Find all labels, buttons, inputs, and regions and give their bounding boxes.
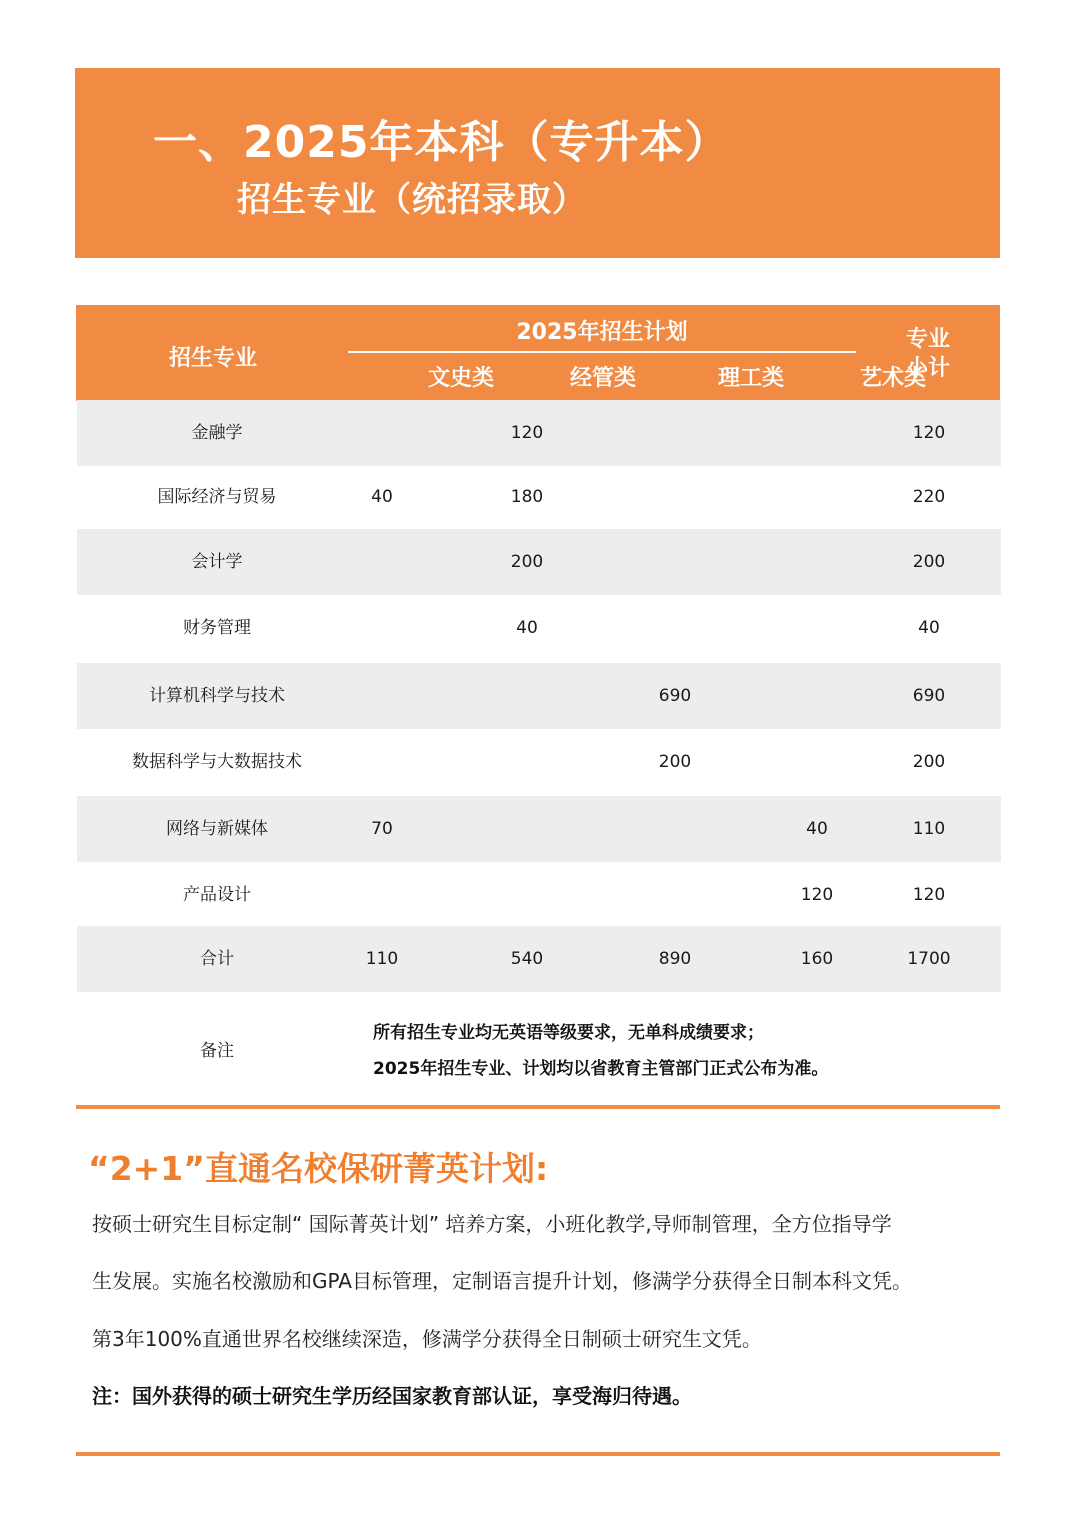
note-label: 备注 xyxy=(200,1041,234,1061)
row-jingguan: 120 xyxy=(510,423,544,443)
row-yishu: 160 xyxy=(800,949,834,969)
row-jingguan xyxy=(467,796,587,862)
row-wenshi xyxy=(322,729,442,795)
table-row xyxy=(77,663,1001,729)
table-row xyxy=(77,862,1001,928)
row-subtotal: 110 xyxy=(912,819,946,839)
header-cat-jingguan: 经管类 xyxy=(569,366,636,391)
divider-bottom xyxy=(76,1452,1000,1456)
row-major: 财务管理 xyxy=(183,618,251,638)
row-jingguan xyxy=(467,729,587,795)
row-wenshi: 40 xyxy=(371,487,393,507)
table-row xyxy=(77,796,1001,862)
row-ligong: 690 xyxy=(658,686,692,706)
row-ligong xyxy=(615,862,735,928)
row-yishu xyxy=(757,595,877,661)
row-jingguan: 40 xyxy=(516,618,538,638)
row-ligong xyxy=(615,796,735,862)
row-wenshi: 70 xyxy=(371,819,393,839)
row-subtotal: 1700 xyxy=(907,949,951,969)
row-yishu xyxy=(757,464,877,530)
header-plan: 2025年招生计划 xyxy=(516,320,688,345)
row-wenshi: 110 xyxy=(365,949,399,969)
row-ligong xyxy=(615,595,735,661)
row-subtotal: 120 xyxy=(912,885,946,905)
table-row xyxy=(77,595,1001,661)
header-subtotal-line1: 专业 xyxy=(905,327,950,352)
row-wenshi xyxy=(322,400,442,466)
header-divider xyxy=(348,351,856,353)
row-major: 会计学 xyxy=(191,552,243,572)
section-title-sub: 招生专业（统招录取） xyxy=(237,180,587,220)
program-para-1: 按硕士研究生目标定制“ 国际菁英计划” 培养方案，小班化教学,导师制管理，全方位指导学 xyxy=(92,1212,892,1236)
row-major: 金融学 xyxy=(191,423,243,443)
header-major: 招生专业 xyxy=(168,346,257,371)
header-cat-wenshi: 文史类 xyxy=(427,366,494,391)
row-jingguan: 200 xyxy=(510,552,544,572)
row-major: 计算机科学与技术 xyxy=(149,686,285,706)
row-ligong xyxy=(615,464,735,530)
program-title: “2+1”直通名校保研菁英计划: xyxy=(88,1149,549,1188)
program-note: 注：国外获得的硕士研究生学历经国家教育部认证，享受海归待遇。 xyxy=(92,1384,692,1408)
row-jingguan: 540 xyxy=(510,949,544,969)
row-jingguan: 180 xyxy=(510,487,544,507)
row-subtotal: 40 xyxy=(918,618,940,638)
table-total-row xyxy=(77,926,1001,992)
row-subtotal: 200 xyxy=(912,752,946,772)
program-para-2: 生发展。实施名校激励和GPA目标管理，定制语言提升计划，修满学分获得全日制本科文凭。 xyxy=(92,1269,912,1293)
row-subtotal: 200 xyxy=(912,552,946,572)
divider-top xyxy=(76,1105,1000,1109)
table-row xyxy=(77,400,1001,466)
row-subtotal: 220 xyxy=(912,487,946,507)
row-yishu: 120 xyxy=(800,885,834,905)
row-subtotal: 690 xyxy=(912,686,946,706)
note-line-1: 所有招生专业均无英语等级要求，无单科成绩要求； xyxy=(373,1023,764,1043)
program-para-3: 第3年100%直通世界名校继续深造，修满学分获得全日制硕士研究生文凭。 xyxy=(92,1327,762,1351)
header-subtotal-line2: 小计 xyxy=(905,356,950,381)
row-subtotal: 120 xyxy=(912,423,946,443)
row-ligong xyxy=(615,529,735,595)
table-header xyxy=(76,305,1000,401)
row-yishu xyxy=(757,400,877,466)
header-cat-yishu: 艺术类 xyxy=(859,366,926,391)
row-wenshi xyxy=(322,663,442,729)
row-major: 产品设计 xyxy=(183,885,251,905)
row-yishu xyxy=(757,529,877,595)
row-ligong xyxy=(615,400,735,466)
row-jingguan xyxy=(467,862,587,928)
row-major: 合计 xyxy=(200,949,234,969)
table-row xyxy=(77,464,1001,530)
row-major: 数据科学与大数据技术 xyxy=(132,752,302,772)
header-cat-ligong: 理工类 xyxy=(717,366,784,391)
row-wenshi xyxy=(322,595,442,661)
table-row xyxy=(77,529,1001,595)
row-jingguan xyxy=(467,663,587,729)
row-major: 国际经济与贸易 xyxy=(157,487,277,507)
section-banner xyxy=(75,68,1000,258)
header-subtotal xyxy=(876,325,980,383)
row-major: 网络与新媒体 xyxy=(166,819,268,839)
row-yishu xyxy=(757,729,877,795)
row-wenshi xyxy=(322,862,442,928)
row-wenshi xyxy=(322,529,442,595)
row-yishu: 40 xyxy=(806,819,828,839)
row-yishu xyxy=(757,663,877,729)
note-line-2: 2025年招生专业、计划均以省教育主管部门正式公布为准。 xyxy=(373,1059,829,1079)
row-ligong: 200 xyxy=(658,752,692,772)
section-title-main: 一、2025年本科（专升本） xyxy=(153,117,730,168)
table-row xyxy=(77,729,1001,795)
row-ligong: 890 xyxy=(658,949,692,969)
